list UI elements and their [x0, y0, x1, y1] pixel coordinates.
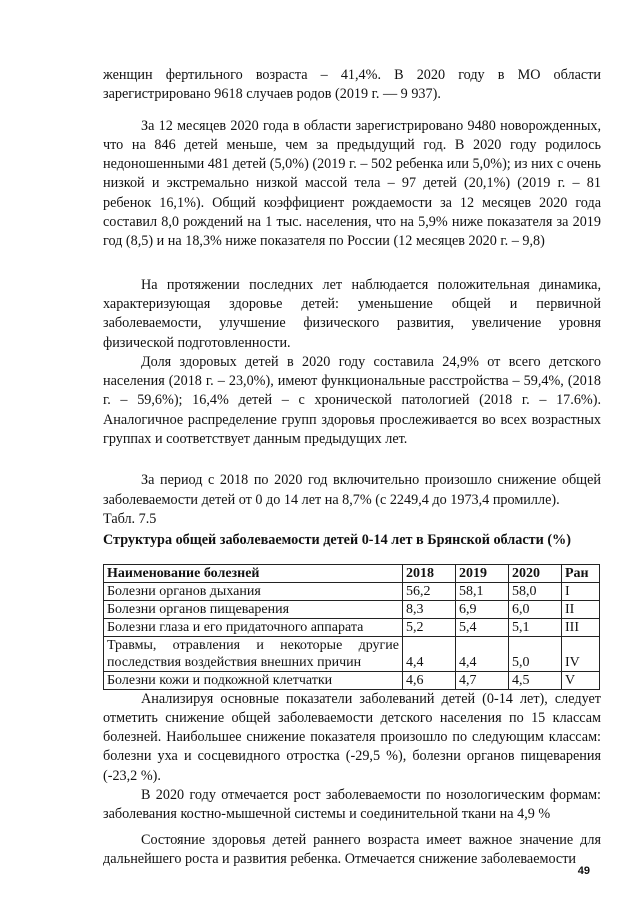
paragraph-disease-analysis: Анализируя основные показатели заболеваний детей (0-14 лет), следует отметить снижение общей заболеваемости детского населения по 15 классам болезней. Наибольшее снижение показателя произошло по следующим классам: болезни уха и сосцевидного отростка (-29,5 %), болезни органов пищеварения (-23,2 %). [103, 690, 601, 784]
table-row [104, 636, 600, 671]
cell-2019: 4,4 [456, 636, 509, 671]
cell-2020: 4,5 [509, 671, 562, 689]
cell-rank: III [562, 618, 600, 636]
header-rank: Ран [562, 564, 600, 582]
table-title: Структура общей заболеваемости детей 0-14 лет в Брянской области (%) [103, 532, 571, 549]
paragraph-fertile-age: женщин фертильного возраста – 41,4%. В 2020 году в МО области зарегистрировано 9618 случаев родов (2019 г. — 9 937). [103, 67, 601, 103]
header-disease-name: Наименование болезней [104, 564, 403, 582]
cell-disease-name: Болезни глаза и его придаточного аппарата [104, 618, 403, 636]
cell-2020: 5,1 [509, 618, 562, 636]
cell-rank: V [562, 671, 600, 689]
cell-disease-name: Травмы, отравления и некоторые другие последствия воздействия внешних причин [104, 636, 403, 671]
cell-2018: 8,3 [403, 600, 456, 618]
cell-2018: 5,2 [403, 618, 456, 636]
cell-2020: 5,0 [509, 636, 562, 671]
cell-2020: 58,0 [509, 582, 562, 600]
cell-rank: II [562, 600, 600, 618]
cell-disease-name: Болезни кожи и подкожной клетчатки [104, 671, 403, 689]
paragraph-child-health-dynamics: На протяжении последних лет наблюдается положительная динамика, характеризующая здоровье детей: уменьшение общей и первичной заболеваемости, улучшение физического развития, увеличение уровня физической подготовленности. [103, 276, 601, 351]
cell-2020: 6,0 [509, 600, 562, 618]
cell-disease-name: Болезни органов дыхания [104, 582, 403, 600]
table-row [104, 582, 600, 600]
paragraph-early-age-health: Состояние здоровья детей раннего возраста имеет важное значение для дальнейшего роста и развития ребенка. Отмечается снижение заболеваемости [103, 831, 601, 867]
table-row [104, 618, 600, 636]
table-row [104, 600, 600, 618]
cell-2019: 4,7 [456, 671, 509, 689]
paragraph-healthy-children-share: Доля здоровых детей в 2020 году составила 24,9% от всего детского населения (2018 г. – 23,0%), имеют функциональные расстройства – 59,4%, (2018 г. – 59,6%); 16,4% детей – с хронической патологией (2018 г. – 17.6%). Аналогичное распределение групп здоровья прослеживается во всех возрастных группах и соответствует данным предыдущих лет. [103, 353, 601, 448]
cell-2018: 56,2 [403, 582, 456, 600]
cell-disease-name: Болезни органов пищеварения [104, 600, 403, 618]
cell-2019: 58,1 [456, 582, 509, 600]
cell-2019: 5,4 [456, 618, 509, 636]
cell-2018: 4,6 [403, 671, 456, 689]
table-header-row [104, 564, 600, 582]
cell-rank: I [562, 582, 600, 600]
cell-2019: 6,9 [456, 600, 509, 618]
paragraph-newborns: За 12 месяцев 2020 года в области зарегистрировано 9480 новорожденных, что на 846 детей меньше, чем за предыдущий год. В 2020 году родилось недоношенными 481 детей (5,0%) (2019 г. – 502 ребенка или 5,0%); из них с очень низкой и экстремально низкой массой тела – 97 детей (20,1%) (2019 г. – 81 ребенок 16,1%). Общий коэффициент рождаемости за 12 месяцев 2020 года составил 8,0 рождений на 1 тыс. населения, что на 5,9% ниже показателя за 2019 год (8,5) и на 18,3% ниже показателя по России (12 месяцев 2020 г. – 9,8) [103, 117, 601, 250]
paragraph-nosological-growth: В 2020 году отмечается рост заболеваемости по нозологическим формам: заболевания костно-мышечной системы и соединительной ткани на 4,9 % [103, 787, 601, 823]
document-page [103, 66, 601, 869]
cell-2018: 4,4 [403, 636, 456, 671]
table-row [104, 671, 600, 689]
cell-rank: IV [562, 636, 600, 671]
table-label: Табл. 7.5 [103, 510, 157, 527]
page-number: 49 [577, 865, 590, 877]
header-2019: 2019 [456, 564, 509, 582]
morbidity-structure-table [103, 564, 600, 690]
paragraph-morbidity-decline: За период с 2018 по 2020 год включительно произошло снижение общей заболеваемости детей от 0 до 14 лет на 8,7% (с 2249,4 до 1973,4 промилле). [103, 472, 601, 508]
header-2020: 2020 [509, 564, 562, 582]
header-2018: 2018 [403, 564, 456, 582]
